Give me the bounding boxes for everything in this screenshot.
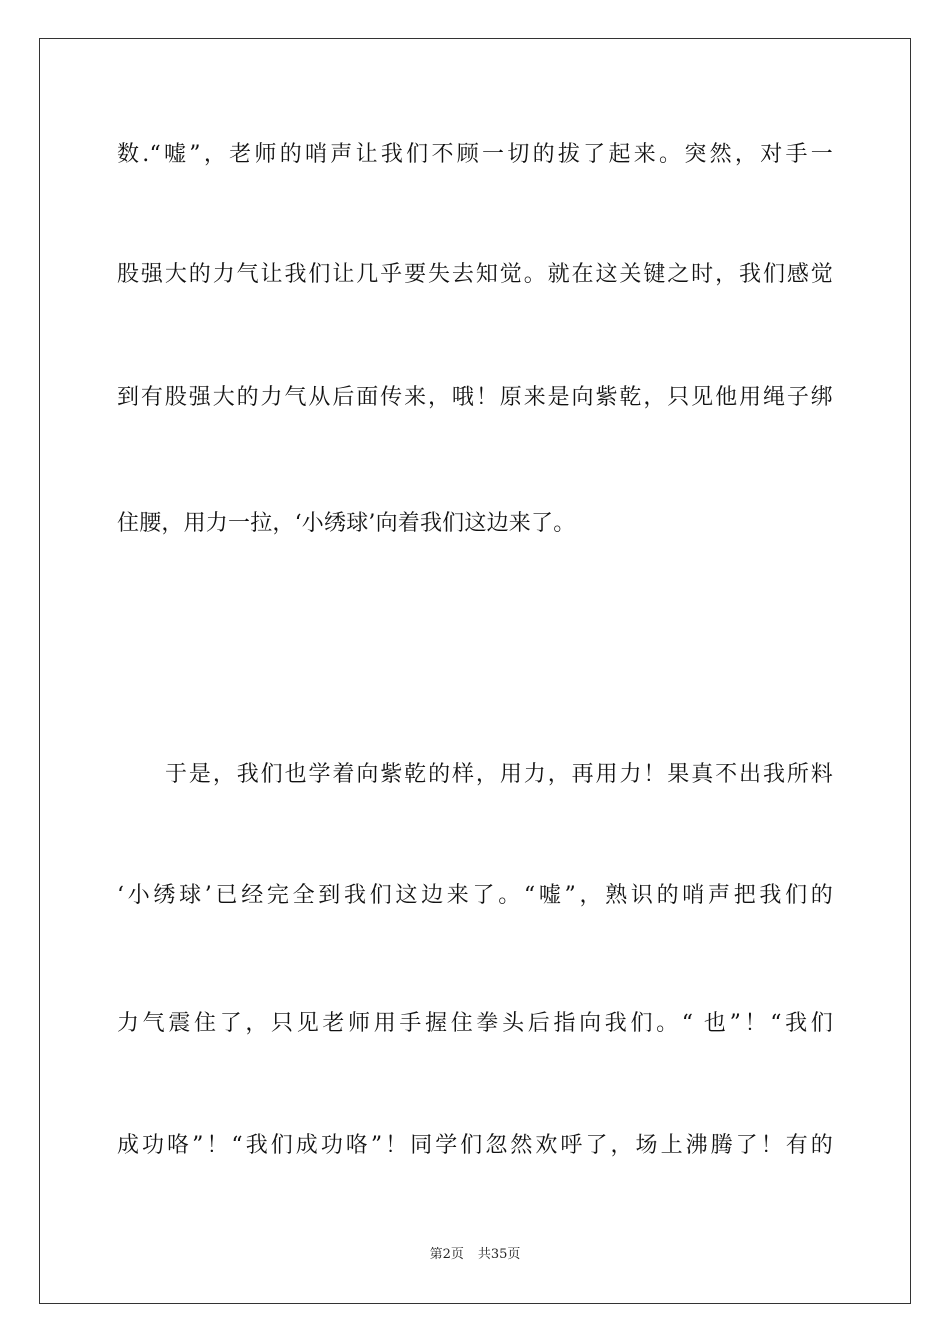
text-line: 股强大的力气让我们让几乎要失去知觉。就在这关键之时，我们感觉 xyxy=(117,262,833,287)
text-line: ‘小绣球’已经完全到我们这边来了。“嘘”，熟识的哨声把我们的 xyxy=(117,883,833,908)
page-border xyxy=(39,38,911,1304)
page-number: 第2页 xyxy=(429,1247,464,1262)
page-total: 共35页 xyxy=(477,1247,521,1262)
text-line: 于是，我们也学着向紫乾的样，用力，再用力！果真不出我所料 xyxy=(165,762,833,787)
page-footer xyxy=(0,1246,950,1264)
text-line: 成功咯”！“我们成功咯”！同学们忽然欢呼了，场上沸腾了！有的 xyxy=(117,1133,833,1158)
text-line: 到有股强大的力气从后面传来，哦！原来是向紫乾，只见他用绳子绑 xyxy=(117,385,833,410)
text-line: 力气震住了，只见老师用手握住拳头后指向我们。“ 也”！“我们 xyxy=(117,1011,833,1036)
text-line: 住腰，用力一拉，‘小绣球’向着我们这边来了。 xyxy=(117,511,576,536)
text-line: 数.“嘘”，老师的哨声让我们不顾一切的拔了起来。突然，对手一 xyxy=(117,142,833,167)
